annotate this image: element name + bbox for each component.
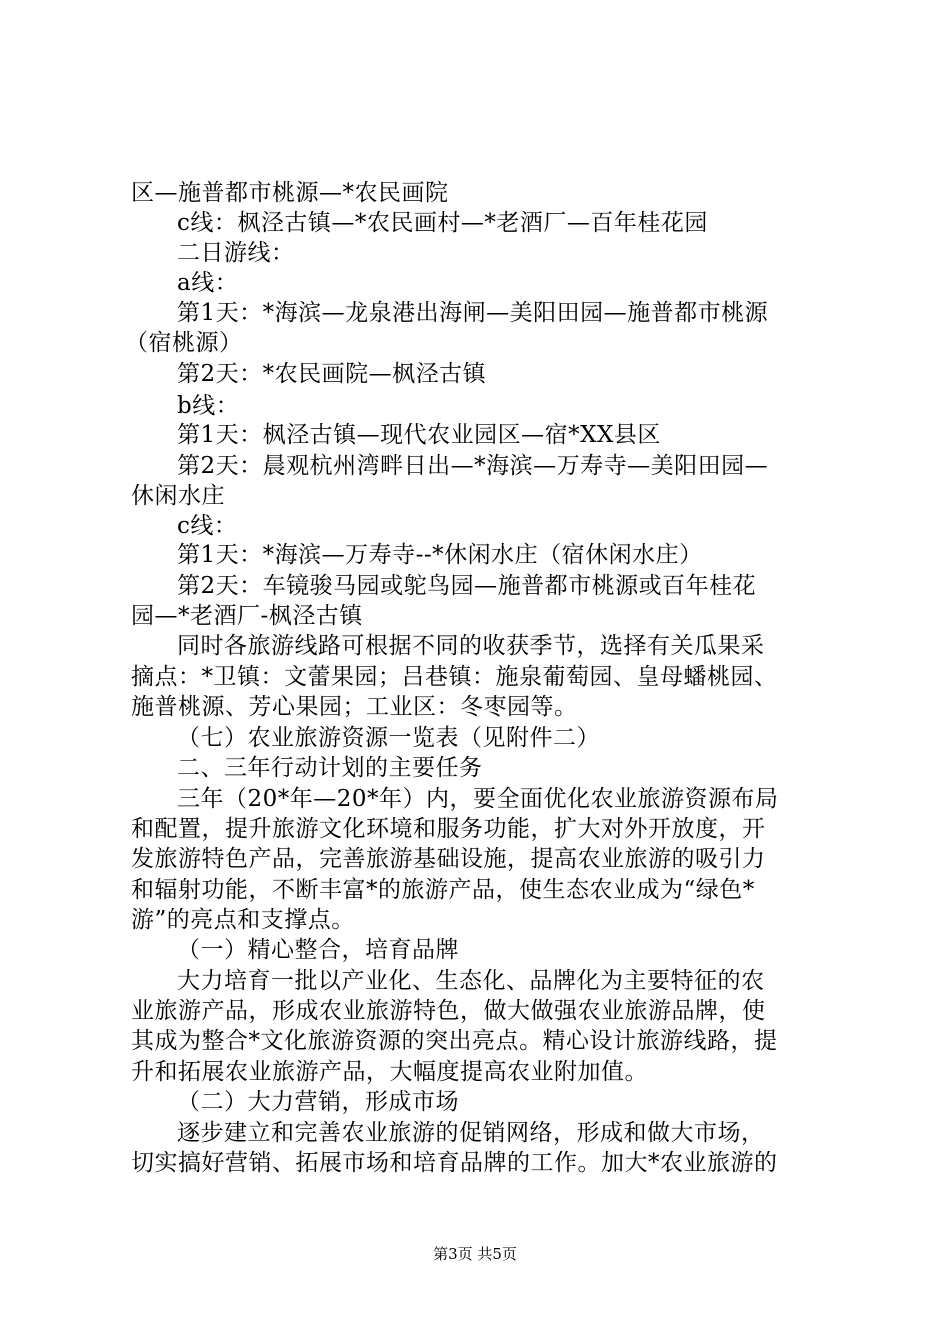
- text-line: （二）大力营销，形成市场: [177, 1089, 459, 1115]
- text-line: 和辐射功能，不断丰富*的旅游产品，使生态农业成为“绿色*: [131, 877, 755, 903]
- text-line: 逐步建立和完善农业旅游的促销网络，形成和做大市场，: [177, 1120, 765, 1146]
- text-line: 大力培育一批以产业化、生态化、品牌化为主要特征的农: [177, 968, 765, 994]
- text-line: 和配置，提升旅游文化环境和服务功能，扩大对外开放度，开: [131, 816, 766, 842]
- text-line: 区—施普都市桃源—*农民画院: [131, 180, 449, 206]
- text-line: b线：: [177, 393, 240, 419]
- text-line: c线：: [177, 513, 238, 539]
- text-line: 其成为整合*文化旅游资源的突出亮点。精心设计旅游线路，提: [131, 1028, 778, 1054]
- text-line: 游”的亮点和支撑点。: [131, 907, 355, 933]
- text-line: 业旅游产品，形成农业旅游特色，做大做强农业旅游品牌，使: [131, 998, 766, 1024]
- text-line: 同时各旅游线路可根据不同的收获季节，选择有关瓜果采: [177, 633, 765, 659]
- text-line: 摘点：*卫镇：文蕾果园；吕巷镇：施泉葡萄园、皇母蟠桃园、: [131, 664, 778, 690]
- text-line: a线：: [177, 270, 239, 296]
- text-line: 第1天：*海滨—万寿寺--*休闲水庄（宿休闲水庄）: [177, 542, 703, 568]
- text-line: 第2天：*农民画院—枫泾古镇: [177, 361, 487, 387]
- text-line: 休闲水庄: [131, 483, 225, 509]
- text-line: 三年（20*年—20*年）内，要全面优化农业旅游资源布局: [177, 786, 779, 812]
- text-line: 发旅游特色产品，完善旅游基础设施，提高农业旅游的吸引力: [131, 846, 766, 872]
- text-line: （七）农业旅游资源一览表（见附件二）: [177, 725, 600, 751]
- page-number-footer: 第3页 共5页: [433, 1245, 517, 1263]
- text-line: c线：枫泾古镇—*农民画村—*老酒厂—百年桂花园: [177, 210, 708, 236]
- text-line: 施普桃源、芳心果园；工业区：冬枣园等。: [131, 694, 578, 720]
- text-line: 园—*老酒厂-枫泾古镇: [131, 603, 363, 629]
- text-line: 二日游线：: [177, 240, 295, 266]
- text-line: 第1天：枫泾古镇—现代农业园区—宿*XX县区: [177, 422, 661, 448]
- text-line: 第1天：*海滨—龙泉港出海闸—美阳田园—施普都市桃源: [177, 300, 769, 326]
- text-line: 二、三年行动计划的主要任务: [177, 755, 483, 781]
- text-line: 第2天：晨观杭州湾畔日出—*海滨—万寿寺—美阳田园—: [177, 453, 769, 479]
- text-line: （一）精心整合，培育品牌: [177, 937, 459, 963]
- text-line: 第2天：车镜骏马园或鸵鸟园—施普都市桃源或百年桂花: [177, 573, 757, 599]
- text-line: 升和拓展农业旅游产品，大幅度提高农业附加值。: [131, 1059, 648, 1085]
- text-line: 切实搞好营销、拓展市场和培育品牌的工作。加大*农业旅游的: [131, 1150, 778, 1176]
- text-line: （宿桃源）: [125, 330, 243, 356]
